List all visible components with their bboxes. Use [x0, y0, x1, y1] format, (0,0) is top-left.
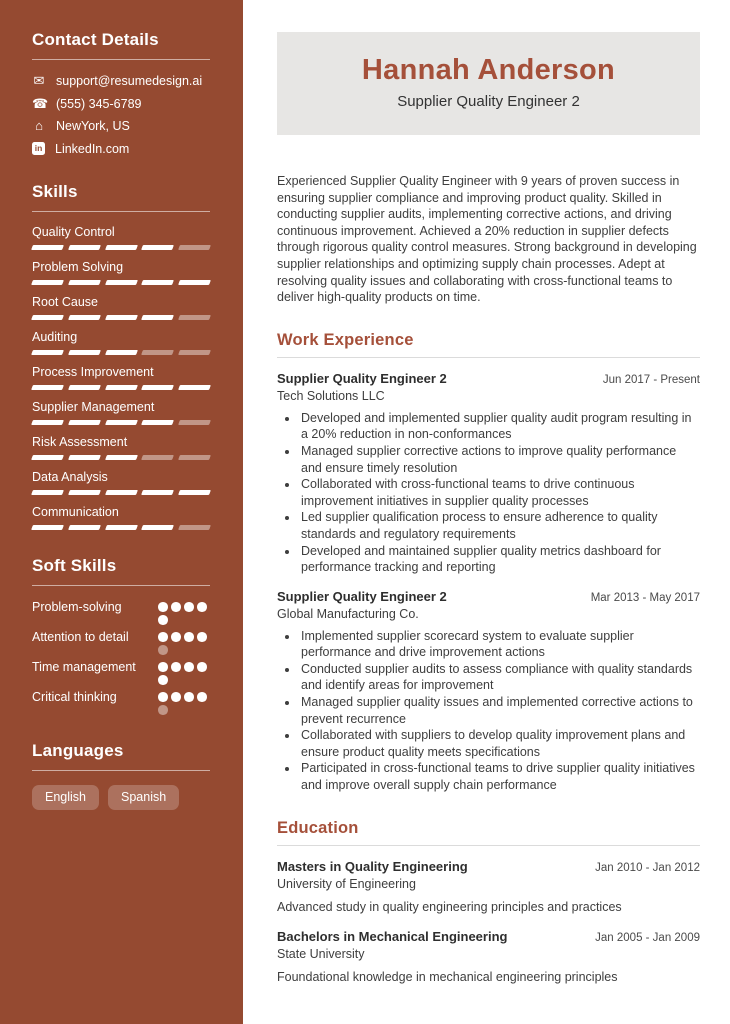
- education-dates: Jan 2010 - Jan 2012: [595, 861, 700, 874]
- skill-item: [32, 469, 210, 495]
- skill-bar-segment: [68, 350, 101, 355]
- school-name: University of Engineering: [277, 876, 416, 891]
- job-bullets: [277, 628, 700, 794]
- education-header: [277, 929, 700, 944]
- rating-dot: [171, 632, 181, 642]
- jobs-list: [277, 371, 700, 794]
- skill-bar-segment: [105, 420, 138, 425]
- summary-paragraph: Experienced Supplier Quality Engineer with 9 years of proven success in ensuring supplier compliance and improving product quality. Skilled in conducting supplier audits, implementing corrective actions, and driving continuous improvement. Achieved a 20% reduction in supplier defects through rigorous quality control measures. Strong background in developing supplier relationships and optimizing supply chain processes. Adept at resolving quality issues and collaborating with cross-functional teams to deliver high-quality products on time.: [277, 174, 697, 305]
- skills-list: [32, 224, 210, 530]
- skill-bar-segment: [178, 385, 211, 390]
- skill-level-bar: [32, 350, 210, 355]
- skill-item: [32, 364, 210, 390]
- soft-skill-item: [32, 599, 210, 625]
- skill-item: [32, 399, 210, 425]
- skill-label: Quality Control: [32, 224, 115, 239]
- skill-bar-segment: [178, 490, 211, 495]
- rating-dot: [171, 602, 181, 612]
- education-section: [277, 819, 700, 984]
- skill-bar-segment: [31, 455, 64, 460]
- skill-bar-segment: [178, 420, 211, 425]
- job-entry: [277, 589, 700, 794]
- rating-dot: [184, 632, 194, 642]
- skill-level-bar: [32, 455, 210, 460]
- skill-item: [32, 259, 210, 285]
- skills-section-title: Skills: [32, 181, 78, 201]
- skill-bar-segment: [68, 245, 101, 250]
- job-bullet: • Managed supplier quality issues and implemented corrective actions to prevent recurrence: [299, 694, 700, 727]
- job-entry: [277, 371, 700, 576]
- rating-dot: [158, 645, 168, 655]
- candidate-role: Supplier Quality Engineer 2: [397, 93, 580, 110]
- contact-item: [32, 142, 210, 156]
- contact-item-text: NewYork, US: [56, 119, 130, 133]
- job-title: Supplier Quality Engineer 2: [277, 588, 447, 604]
- rating-dot: [197, 632, 207, 642]
- skill-bar-segment: [68, 455, 101, 460]
- skill-label: Process Improvement: [32, 364, 154, 379]
- skill-bar-segment: [141, 525, 174, 530]
- education-list: [277, 859, 700, 984]
- skill-label: Communication: [32, 504, 119, 519]
- skill-bar-segment: [141, 490, 174, 495]
- rating-dot: [158, 602, 168, 612]
- job-bullet: • Developed and implemented supplier quality audit program resulting in a 20% reduction in non-conformances: [299, 410, 700, 443]
- rating-dot: [158, 692, 168, 702]
- contact-item-text: LinkedIn.com: [55, 141, 130, 156]
- education-description: Foundational knowledge in mechanical engineering principles: [277, 969, 618, 984]
- skill-bar-segment: [68, 525, 101, 530]
- education-title: Education: [277, 818, 359, 837]
- job-bullet: • Led supplier qualification process to ensure adherence to quality standards and regulatory requirements: [299, 509, 700, 542]
- job-company: Tech Solutions LLC: [277, 388, 385, 403]
- rating-dot: [171, 662, 181, 672]
- degree-title: Masters in Quality Engineering: [277, 858, 468, 874]
- work-experience-title: Work Experience: [277, 330, 414, 349]
- skill-label: Supplier Management: [32, 399, 155, 414]
- rating-dot: [197, 602, 207, 612]
- soft-skill-dots: [158, 659, 210, 685]
- skill-level-bar: [32, 385, 210, 390]
- skill-level-bar: [32, 525, 210, 530]
- skill-label: Risk Assessment: [32, 434, 128, 449]
- education-description: Advanced study in quality engineering principles and practices: [277, 899, 622, 914]
- skill-bar-segment: [31, 350, 64, 355]
- skill-label: Root Cause: [32, 294, 99, 309]
- skill-level-bar: [32, 490, 210, 495]
- job-bullet: • Collaborated with suppliers to develop quality improvement plans and ensure product quality meets specifications: [299, 727, 700, 760]
- skill-item: [32, 294, 210, 320]
- header-banner: [277, 32, 700, 135]
- soft-skill-dots: [158, 629, 210, 655]
- soft-skill-label: Critical thinking: [32, 689, 117, 704]
- skill-bar-segment: [105, 315, 138, 320]
- contact-item: [32, 74, 210, 88]
- skill-bar-segment: [178, 280, 211, 285]
- work-experience-section: [277, 331, 700, 794]
- skill-bar-segment: [105, 245, 138, 250]
- skill-bar-segment: [105, 490, 138, 495]
- sidebar-divider: [32, 770, 210, 771]
- skill-bar-segment: [31, 490, 64, 495]
- skill-bar-segment: [141, 455, 174, 460]
- rating-dot: [184, 662, 194, 672]
- soft-skill-item: [32, 689, 210, 715]
- skill-bar-segment: [105, 525, 138, 530]
- skill-item: [32, 224, 210, 250]
- skill-bar-segment: [141, 420, 174, 425]
- skill-item: [32, 434, 210, 460]
- skill-bar-segment: [178, 350, 211, 355]
- skill-bar-segment: [31, 525, 64, 530]
- skill-bar-segment: [68, 385, 101, 390]
- job-bullets: [277, 410, 700, 576]
- skill-bar-segment: [141, 245, 174, 250]
- contact-item: [32, 97, 210, 111]
- skill-bar-segment: [68, 280, 101, 285]
- job-bullet: • Implemented supplier scorecard system to evaluate supplier performance and drive improvement actions: [299, 628, 700, 661]
- sidebar-divider: [32, 585, 210, 586]
- skill-bar-segment: [105, 350, 138, 355]
- skill-bar-segment: [178, 525, 211, 530]
- skill-bar-segment: [68, 490, 101, 495]
- skills-section: [32, 182, 210, 530]
- degree-title: Bachelors in Mechanical Engineering: [277, 928, 508, 944]
- education-header: [277, 859, 700, 874]
- skill-item: [32, 329, 210, 355]
- linkedin-icon: in: [32, 142, 45, 155]
- skill-label: Data Analysis: [32, 469, 108, 484]
- soft-skill-label: Time management: [32, 659, 136, 674]
- job-dates: Jun 2017 - Present: [602, 373, 700, 386]
- skill-level-bar: [32, 315, 210, 320]
- education-entry: [277, 859, 700, 914]
- job-bullet: • Conducted supplier audits to assess compliance with quality standards and identify areas for improvement: [299, 661, 700, 694]
- languages-section-title: Languages: [32, 740, 124, 760]
- soft-skill-dots: [158, 689, 210, 715]
- candidate-name: Hannah Anderson: [361, 54, 616, 86]
- rating-dot: [184, 692, 194, 702]
- soft-skill-item: [32, 659, 210, 685]
- job-bullet: • Collaborated with cross-functional teams to drive continuous improvement initiatives in supplier quality processes: [299, 476, 700, 509]
- contact-section-title: Contact Details: [32, 30, 159, 49]
- contact-item-text: (555) 345-6789: [56, 96, 142, 111]
- skill-bar-segment: [68, 315, 101, 320]
- section-divider: [277, 845, 700, 846]
- languages-list: [32, 785, 210, 810]
- soft-skill-label: Problem-solving: [32, 599, 122, 614]
- job-company: Global Manufacturing Co.: [277, 606, 419, 621]
- skill-bar-segment: [31, 420, 64, 425]
- rating-dot: [158, 615, 168, 625]
- section-divider: [277, 357, 700, 358]
- skill-bar-segment: [141, 350, 174, 355]
- skill-bar-segment: [31, 245, 64, 250]
- rating-dot: [197, 692, 207, 702]
- skill-item: [32, 504, 210, 530]
- skill-bar-segment: [105, 455, 138, 460]
- education-dates: Jan 2005 - Jan 2009: [595, 931, 700, 944]
- job-title: Supplier Quality Engineer 2: [277, 370, 447, 386]
- skill-bar-segment: [178, 245, 211, 250]
- job-dates: Mar 2013 - May 2017: [590, 591, 700, 604]
- sidebar-divider: [32, 59, 210, 60]
- skill-bar-segment: [105, 280, 138, 285]
- language-pill: Spanish: [108, 785, 179, 810]
- contact-section: [32, 30, 210, 156]
- skill-bar-segment: [141, 385, 174, 390]
- soft-skill-label: Attention to detail: [32, 629, 129, 644]
- skill-level-bar: [32, 245, 210, 250]
- email-icon: ✉: [33, 73, 45, 88]
- rating-dot: [158, 675, 168, 685]
- school-name: State University: [277, 946, 365, 961]
- contact-item-text: support@resumedesign.ai: [56, 74, 203, 88]
- phone-icon: ☎: [32, 95, 49, 111]
- skill-bar-segment: [31, 280, 64, 285]
- rating-dot: [197, 662, 207, 672]
- skill-level-bar: [32, 420, 210, 425]
- main-content: [243, 0, 730, 1024]
- rating-dot: [184, 602, 194, 612]
- skill-label: Problem Solving: [32, 259, 124, 274]
- rating-dot: [158, 705, 168, 715]
- education-entry: [277, 929, 700, 984]
- skill-bar-segment: [178, 455, 211, 460]
- soft-skill-item: [32, 629, 210, 655]
- job-bullet: • Participated in cross-functional teams to drive supplier quality initiatives and improve overall supply chain performance: [299, 760, 700, 793]
- skill-bar-segment: [31, 315, 64, 320]
- home-icon: ⌂: [35, 118, 43, 133]
- contact-item: [32, 119, 210, 133]
- job-bullet: • Managed supplier corrective actions to improve quality performance and ensure timely resolution: [299, 443, 700, 476]
- skill-label: Auditing: [32, 329, 78, 344]
- soft-skills-list: [32, 599, 210, 715]
- contact-list: [32, 74, 210, 156]
- rating-dot: [158, 632, 168, 642]
- language-pill: English: [32, 785, 99, 810]
- skill-bar-segment: [141, 280, 174, 285]
- rating-dot: [158, 662, 168, 672]
- job-bullet: • Developed and maintained supplier quality metrics dashboard for performance tracking and reporting: [299, 543, 700, 576]
- job-header: [277, 371, 700, 386]
- skill-bar-segment: [105, 385, 138, 390]
- skill-bar-segment: [141, 315, 174, 320]
- soft-skill-dots: [158, 599, 210, 625]
- soft-skills-section: [32, 556, 210, 715]
- job-header: [277, 589, 700, 604]
- skill-bar-segment: [68, 420, 101, 425]
- skill-level-bar: [32, 280, 210, 285]
- skill-bar-segment: [31, 385, 64, 390]
- sidebar: [0, 0, 243, 1024]
- skill-bar-segment: [178, 315, 211, 320]
- languages-section: [32, 741, 210, 810]
- rating-dot: [171, 692, 181, 702]
- sidebar-divider: [32, 211, 210, 212]
- soft-skills-section-title: Soft Skills: [32, 555, 117, 575]
